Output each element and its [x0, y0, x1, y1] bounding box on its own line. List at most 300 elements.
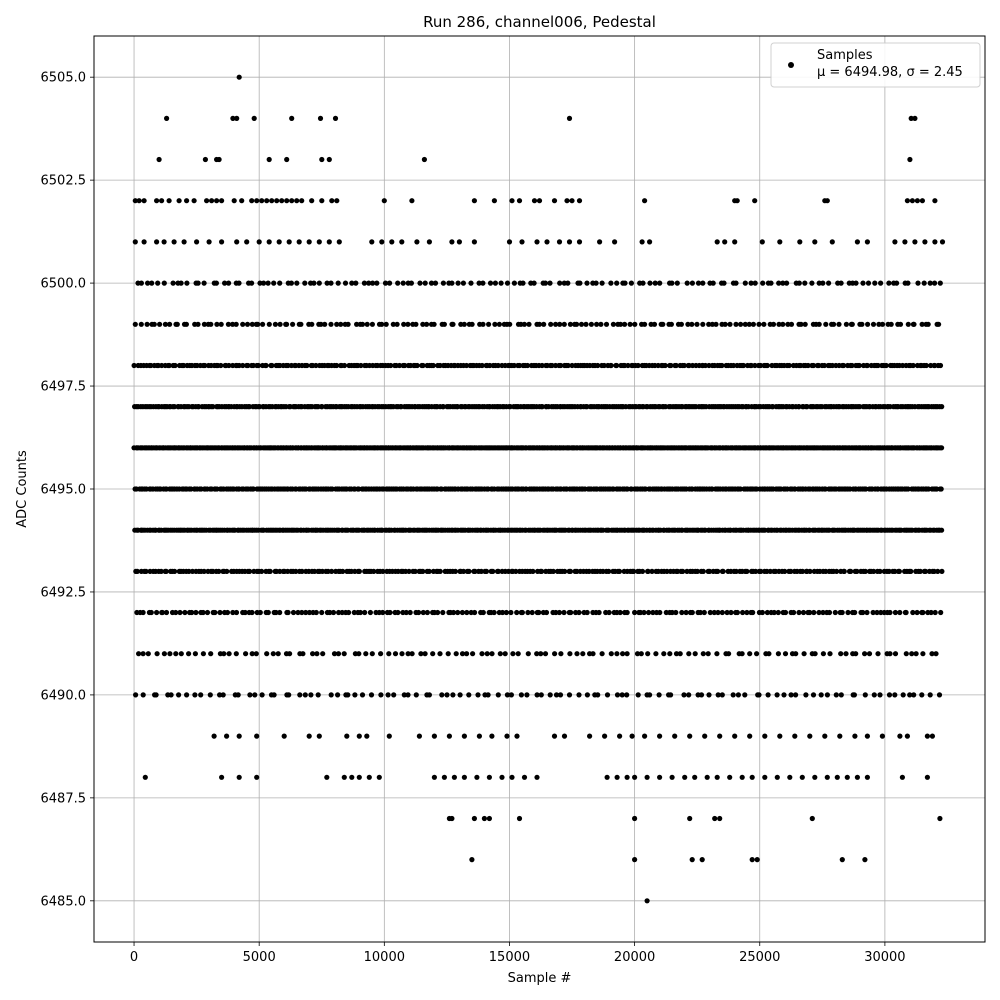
- sample-point: [464, 651, 469, 656]
- sample-point: [353, 281, 358, 286]
- sample-point: [356, 651, 361, 656]
- sample-point: [335, 692, 340, 697]
- sample-point: [657, 734, 662, 739]
- sample-point: [776, 610, 781, 615]
- sample-point: [475, 692, 480, 697]
- sample-point: [585, 692, 590, 697]
- sample-point: [705, 775, 710, 780]
- sample-point: [175, 322, 180, 327]
- sample-point: [629, 281, 634, 286]
- sample-point: [558, 651, 563, 656]
- sample-point: [254, 651, 259, 656]
- sample-point: [441, 281, 446, 286]
- sample-point: [462, 734, 467, 739]
- sample-point: [172, 239, 177, 244]
- sample-point: [892, 692, 897, 697]
- sample-point: [750, 857, 755, 862]
- sample-point: [198, 692, 203, 697]
- sample-point: [577, 281, 582, 286]
- sample-point: [562, 322, 567, 327]
- sample-point: [928, 692, 933, 697]
- sample-point: [470, 322, 475, 327]
- sample-point: [224, 569, 229, 574]
- sample-point: [530, 569, 535, 574]
- sample-point: [922, 281, 927, 286]
- sample-point: [872, 281, 877, 286]
- sample-point: [605, 775, 610, 780]
- sample-point: [712, 816, 717, 821]
- sample-point: [234, 239, 239, 244]
- sample-point: [431, 363, 436, 368]
- sample-point: [378, 692, 383, 697]
- sample-point: [863, 692, 868, 697]
- sample-point: [387, 610, 392, 615]
- sample-point: [486, 692, 491, 697]
- sample-point: [468, 281, 473, 286]
- sample-point: [833, 610, 838, 615]
- sample-point: [142, 239, 147, 244]
- sample-point: [744, 569, 749, 574]
- sample-point: [344, 734, 349, 739]
- sample-point: [472, 239, 477, 244]
- sample-point: [427, 239, 432, 244]
- sample-point: [458, 692, 463, 697]
- x-tick-label: 0: [129, 950, 139, 965]
- x-axis-label: Sample #: [507, 971, 572, 986]
- sample-point: [320, 651, 325, 656]
- sample-point: [290, 322, 295, 327]
- sample-point: [715, 239, 720, 244]
- sample-point: [479, 651, 484, 656]
- sample-point: [679, 322, 684, 327]
- sample-point: [337, 239, 342, 244]
- sample-point: [221, 692, 226, 697]
- sample-point: [579, 322, 584, 327]
- sample-point: [456, 281, 461, 286]
- sample-point: [173, 651, 178, 656]
- sample-point: [234, 610, 239, 615]
- sample-point: [415, 363, 420, 368]
- sample-point: [574, 322, 579, 327]
- sample-point: [887, 651, 892, 656]
- sample-point: [735, 610, 740, 615]
- sample-point: [747, 651, 752, 656]
- sample-point: [317, 239, 322, 244]
- sample-point: [577, 198, 582, 203]
- sample-point: [753, 281, 758, 286]
- sample-point: [908, 569, 913, 574]
- sample-point: [761, 322, 766, 327]
- sample-point: [364, 734, 369, 739]
- x-tick-label: 20000: [613, 950, 656, 965]
- sample-point: [331, 610, 336, 615]
- sample-point: [309, 198, 314, 203]
- sample-point: [840, 857, 845, 862]
- sample-point: [733, 281, 738, 286]
- sample-point: [470, 651, 475, 656]
- sample-point: [889, 322, 894, 327]
- sample-point: [915, 610, 920, 615]
- sample-point: [775, 775, 780, 780]
- sample-point: [791, 610, 796, 615]
- sample-point: [258, 610, 263, 615]
- sample-point: [612, 239, 617, 244]
- sample-point: [594, 281, 599, 286]
- sample-point: [489, 734, 494, 739]
- sample-point: [510, 651, 515, 656]
- sample-point: [264, 363, 269, 368]
- sample-point: [466, 569, 471, 574]
- sample-point: [365, 322, 370, 327]
- sample-point: [717, 816, 722, 821]
- sample-point: [864, 610, 869, 615]
- sample-point: [176, 692, 181, 697]
- sample-point: [825, 692, 830, 697]
- sample-point: [826, 281, 831, 286]
- sample-point: [317, 734, 322, 739]
- sample-point: [219, 322, 224, 327]
- sample-point: [647, 281, 652, 286]
- sample-point: [919, 692, 924, 697]
- sample-point: [327, 157, 332, 162]
- sample-point: [333, 116, 338, 121]
- sample-point: [425, 610, 430, 615]
- sample-point: [193, 651, 198, 656]
- sample-point: [141, 651, 146, 656]
- sample-point: [660, 322, 665, 327]
- sample-point: [524, 692, 529, 697]
- sample-point: [342, 775, 347, 780]
- sample-point: [352, 692, 357, 697]
- sample-point: [583, 322, 588, 327]
- sample-point: [567, 239, 572, 244]
- sample-point: [587, 734, 592, 739]
- sample-point: [167, 198, 172, 203]
- sample-point: [157, 322, 162, 327]
- sample-point: [507, 322, 512, 327]
- sample-point: [444, 692, 449, 697]
- sample-point: [781, 692, 786, 697]
- sample-point: [544, 239, 549, 244]
- sample-point: [482, 816, 487, 821]
- sample-point: [543, 281, 548, 286]
- sample-point: [387, 281, 392, 286]
- sample-point: [346, 322, 351, 327]
- sample-point: [653, 651, 658, 656]
- sample-point: [139, 322, 144, 327]
- sample-point: [937, 816, 942, 821]
- sample-point: [277, 281, 282, 286]
- sample-point: [162, 239, 167, 244]
- sample-point: [902, 239, 907, 244]
- sample-point: [701, 651, 706, 656]
- y-tick-label: 6490.0: [40, 688, 86, 704]
- sample-point: [480, 322, 485, 327]
- sample-point: [255, 322, 260, 327]
- sample-point: [844, 322, 849, 327]
- sample-point: [694, 322, 699, 327]
- sample-point: [547, 281, 552, 286]
- sample-point: [159, 198, 164, 203]
- sample-point: [904, 610, 909, 615]
- sample-point: [139, 281, 144, 286]
- sample-point: [379, 239, 384, 244]
- sample-point: [182, 610, 187, 615]
- sample-point: [369, 239, 374, 244]
- sample-point: [357, 775, 362, 780]
- sample-point: [552, 651, 557, 656]
- sample-point: [622, 322, 627, 327]
- sample-point: [893, 651, 898, 656]
- sample-point: [357, 734, 362, 739]
- sample-point: [442, 322, 447, 327]
- sample-point: [632, 775, 637, 780]
- sample-point: [227, 651, 232, 656]
- sample-point: [336, 281, 341, 286]
- sample-point: [721, 569, 726, 574]
- sample-point: [756, 322, 761, 327]
- sample-point: [417, 281, 422, 286]
- sample-point: [401, 281, 406, 286]
- sample-point: [184, 281, 189, 286]
- sample-point: [740, 775, 745, 780]
- sample-point: [825, 198, 830, 203]
- sample-point: [297, 692, 302, 697]
- sample-point: [723, 322, 728, 327]
- sample-point: [184, 322, 189, 327]
- sample-point: [937, 692, 942, 697]
- sample-point: [499, 281, 504, 286]
- sample-point: [567, 116, 572, 121]
- sample-point: [508, 610, 513, 615]
- sample-point: [457, 239, 462, 244]
- sample-point: [939, 404, 944, 409]
- sample-point: [907, 157, 912, 162]
- sample-point: [887, 610, 892, 615]
- sample-point: [811, 610, 816, 615]
- sample-point: [336, 651, 341, 656]
- sample-point: [632, 857, 637, 862]
- sample-point: [307, 734, 312, 739]
- sample-point: [640, 569, 645, 574]
- sample-point: [762, 775, 767, 780]
- sample-point: [640, 281, 645, 286]
- sample-point: [472, 198, 477, 203]
- sample-point: [552, 198, 557, 203]
- sample-point: [834, 692, 839, 697]
- sample-point: [266, 281, 271, 286]
- sample-point: [920, 651, 925, 656]
- sample-point: [414, 239, 419, 244]
- sample-point: [225, 610, 230, 615]
- sample-point: [793, 651, 798, 656]
- sample-point: [544, 610, 549, 615]
- sample-point: [940, 239, 945, 244]
- sample-point: [740, 651, 745, 656]
- sample-point: [172, 569, 177, 574]
- sample-point: [672, 734, 677, 739]
- sample-point: [509, 692, 514, 697]
- sample-point: [155, 651, 160, 656]
- sample-point: [562, 569, 567, 574]
- sample-point: [843, 651, 848, 656]
- sample-point: [608, 281, 613, 286]
- sample-point: [268, 569, 273, 574]
- sample-point: [865, 775, 870, 780]
- sample-point: [766, 692, 771, 697]
- sample-point: [424, 322, 429, 327]
- sample-point: [141, 610, 146, 615]
- sample-point: [933, 651, 938, 656]
- sample-point: [700, 322, 705, 327]
- sample-point: [410, 651, 415, 656]
- sample-point: [768, 281, 773, 286]
- sample-point: [474, 775, 479, 780]
- sample-point: [894, 281, 899, 286]
- sample-point: [517, 816, 522, 821]
- sample-point: [859, 322, 864, 327]
- sample-point: [329, 198, 334, 203]
- sample-point: [812, 775, 817, 780]
- sample-point: [499, 775, 504, 780]
- sample-point: [386, 651, 391, 656]
- sample-point: [450, 322, 455, 327]
- sample-point: [632, 322, 637, 327]
- sample-point: [821, 651, 826, 656]
- sample-point: [557, 281, 562, 286]
- sample-point: [259, 198, 264, 203]
- sample-point: [454, 651, 459, 656]
- sample-point: [136, 651, 141, 656]
- sample-point: [663, 363, 668, 368]
- sample-point: [600, 651, 605, 656]
- sample-point: [642, 734, 647, 739]
- sample-point: [611, 322, 616, 327]
- sample-point: [514, 610, 519, 615]
- sample-point: [796, 610, 801, 615]
- sample-point: [701, 569, 706, 574]
- sample-point: [624, 692, 629, 697]
- sample-point: [522, 322, 527, 327]
- sample-point: [294, 281, 299, 286]
- sample-point: [670, 775, 675, 780]
- sample-point: [264, 651, 269, 656]
- sample-point: [260, 692, 265, 697]
- sample-point: [715, 569, 720, 574]
- sample-point: [900, 775, 905, 780]
- sample-point: [576, 610, 581, 615]
- sample-point: [625, 610, 630, 615]
- legend-stats: μ = 6494.98, σ = 2.45: [817, 65, 963, 80]
- sample-point: [803, 322, 808, 327]
- sample-point: [871, 322, 876, 327]
- sample-point: [449, 239, 454, 244]
- sample-point: [522, 775, 527, 780]
- x-tick-label: 25000: [739, 950, 781, 965]
- sample-point: [214, 198, 219, 203]
- sample-point: [449, 281, 454, 286]
- sample-point: [685, 281, 690, 286]
- sample-point: [777, 239, 782, 244]
- sample-point: [319, 610, 324, 615]
- sample-point: [432, 322, 437, 327]
- sample-point: [408, 610, 413, 615]
- sample-point: [898, 322, 903, 327]
- sample-point: [294, 198, 299, 203]
- sample-point: [453, 569, 458, 574]
- sample-point: [668, 692, 673, 697]
- sample-point: [249, 198, 254, 203]
- sample-point: [862, 651, 867, 656]
- sample-point: [801, 610, 806, 615]
- sample-point: [802, 281, 807, 286]
- x-tick-label: 30000: [864, 950, 906, 965]
- y-tick-label: 6497.5: [40, 379, 86, 395]
- sample-point: [186, 651, 191, 656]
- sample-point: [254, 775, 259, 780]
- sample-point: [789, 322, 794, 327]
- sample-point: [938, 610, 943, 615]
- sample-point: [254, 198, 259, 203]
- sample-point: [585, 610, 590, 615]
- sample-point: [497, 322, 502, 327]
- sample-point: [193, 610, 198, 615]
- sample-point: [732, 734, 737, 739]
- sample-point: [167, 322, 172, 327]
- sample-point: [303, 692, 308, 697]
- sample-point: [645, 651, 650, 656]
- sample-point: [825, 775, 830, 780]
- sample-point: [208, 692, 213, 697]
- sample-point: [738, 322, 743, 327]
- sample-point: [416, 610, 421, 615]
- sample-point: [590, 651, 595, 656]
- sample-point: [766, 651, 771, 656]
- sample-point: [886, 281, 891, 286]
- sample-point: [620, 692, 625, 697]
- sample-point: [177, 198, 182, 203]
- sample-point: [269, 198, 274, 203]
- sample-point: [133, 239, 138, 244]
- sample-point: [377, 775, 382, 780]
- sample-point: [516, 651, 521, 656]
- sample-point: [652, 322, 657, 327]
- sample-point: [324, 775, 329, 780]
- sample-point: [284, 322, 289, 327]
- sample-point: [630, 734, 635, 739]
- sample-point: [277, 239, 282, 244]
- sample-point: [145, 322, 150, 327]
- sample-point: [721, 281, 726, 286]
- sample-point: [675, 281, 680, 286]
- sample-point: [901, 692, 906, 697]
- sample-point: [614, 651, 619, 656]
- sample-point: [141, 692, 146, 697]
- sample-point: [813, 651, 818, 656]
- sample-point: [775, 692, 780, 697]
- sample-point: [567, 651, 572, 656]
- sample-point: [308, 692, 313, 697]
- sample-point: [496, 692, 501, 697]
- sample-point: [534, 775, 539, 780]
- sample-point: [836, 322, 841, 327]
- sample-point: [149, 610, 154, 615]
- sample-point: [657, 610, 662, 615]
- sample-point: [209, 198, 214, 203]
- sample-point: [466, 692, 471, 697]
- sample-point: [686, 651, 691, 656]
- sample-point: [154, 610, 159, 615]
